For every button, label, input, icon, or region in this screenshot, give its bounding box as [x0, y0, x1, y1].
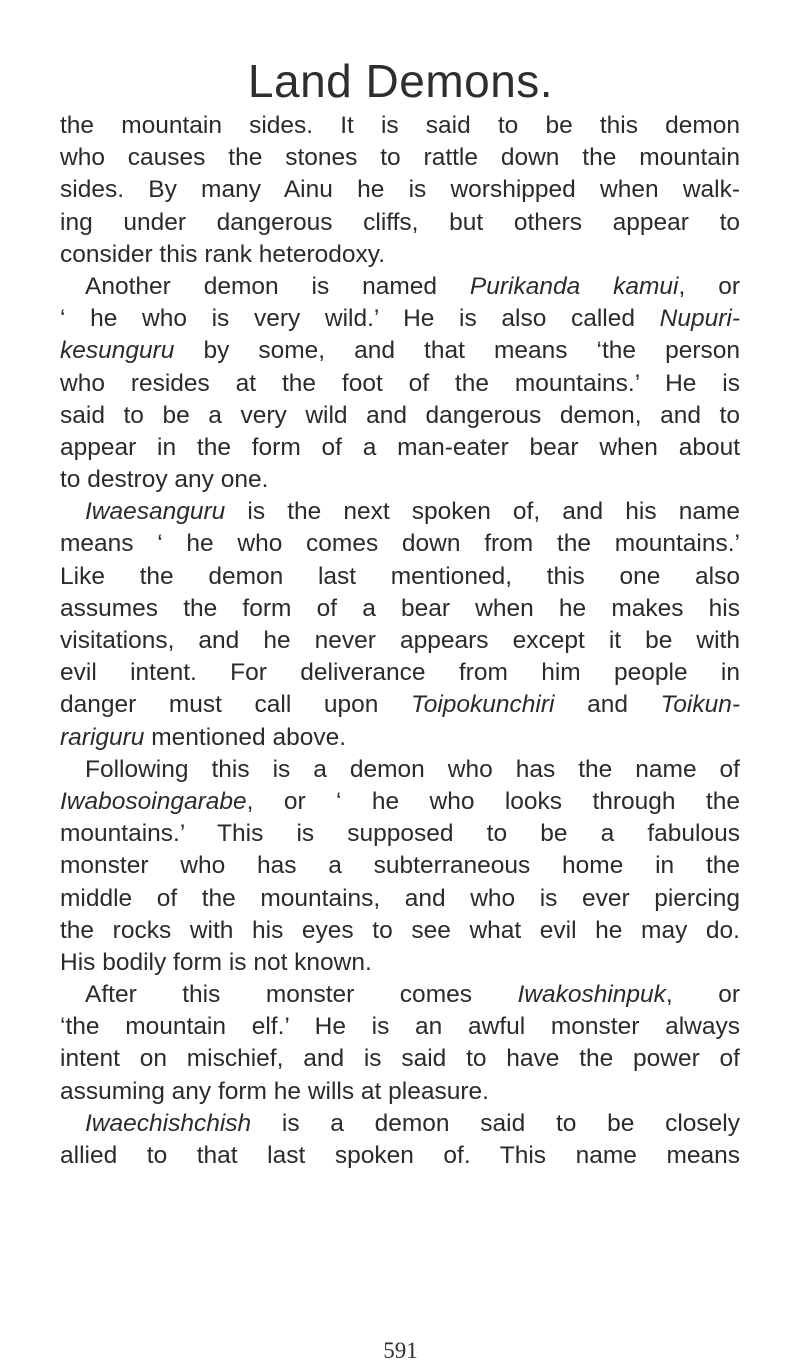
text-line	[60, 915, 740, 947]
text-line	[60, 110, 740, 142]
text-segment: assumes the form of a bear when he makes his	[60, 594, 740, 622]
text-line	[60, 786, 740, 818]
text-segment: Following this is a demon who has the name of	[85, 755, 740, 783]
text-line	[60, 689, 740, 721]
page-number: 591	[383, 1338, 418, 1363]
italic-term: Toikun-	[660, 691, 740, 719]
text-line	[60, 335, 740, 367]
text-line	[60, 1108, 740, 1140]
text-line	[60, 561, 740, 593]
text-segment: to destroy any one.	[60, 466, 269, 494]
text-line	[60, 850, 740, 882]
italic-term: Nupuri-	[659, 305, 740, 333]
text-line	[60, 303, 740, 335]
text-line	[60, 625, 740, 657]
text-line	[60, 496, 740, 528]
text-line	[60, 400, 740, 432]
text-segment: ing under dangerous cliffs, but others appear to	[60, 208, 740, 236]
text-segment: danger must call upon	[60, 691, 412, 719]
italic-term: rariguru	[60, 723, 145, 751]
text-line	[60, 464, 740, 496]
text-line	[60, 722, 740, 754]
text-line	[60, 142, 740, 174]
text-segment: , or	[665, 981, 740, 1009]
text-segment: Another demon is named	[85, 272, 470, 300]
text-segment: ‘ he who is very wild.’ He is also called	[60, 305, 660, 333]
text-segment: by some, and that means ‘the person	[174, 337, 740, 365]
text-segment: intent on mischief, and is said to have the power of	[60, 1045, 740, 1073]
text-segment: and	[554, 691, 661, 719]
text-segment: His bodily form is not known.	[60, 948, 372, 976]
italic-term: Purikanda kamui	[469, 272, 679, 300]
text-segment: , or	[678, 272, 740, 300]
page-header: Land Demons.	[247, 55, 554, 107]
text-segment: evil intent. For deliverance from him people in	[60, 659, 740, 687]
text-line	[60, 432, 740, 464]
text-line	[60, 239, 740, 271]
text-segment: who causes the stones to rattle down the mountain	[60, 144, 740, 172]
italic-term: Toipokunchiri	[411, 691, 555, 719]
text-line	[60, 593, 740, 625]
italic-term: Iwabosoingarabe	[60, 787, 247, 815]
text-line	[60, 754, 740, 786]
text-segment: visitations, and he never appears except it be with	[60, 627, 740, 654]
text-segment: , or ‘ he who looks through the	[246, 787, 740, 815]
text-segment: middle of the mountains, and who is ever piercing	[60, 884, 740, 912]
text-line	[60, 1140, 740, 1172]
text-segment: Like the demon last mentioned, this one also	[60, 562, 740, 590]
text-segment: After this monster comes	[85, 981, 518, 1009]
text-segment: assuming any form he wills at pleasure.	[60, 1077, 489, 1105]
italic-term: Iwaechishchish	[85, 1109, 252, 1137]
body-text	[60, 110, 740, 1172]
text-segment: the rocks with his eyes to see what evil he may do.	[60, 916, 740, 944]
text-segment: allied to that last spoken of. This name means	[60, 1142, 740, 1169]
text-segment: is a demon said to be closely	[251, 1109, 740, 1137]
text-line	[60, 1043, 740, 1075]
text-segment: appear in the form of a man-eater bear when about	[60, 433, 740, 461]
text-line	[60, 979, 740, 1011]
text-line	[60, 1011, 740, 1043]
text-line	[60, 1076, 740, 1108]
text-segment: mentioned above.	[144, 723, 347, 751]
italic-term: Iwakoshinpuk	[517, 981, 666, 1009]
text-line	[60, 947, 740, 979]
text-segment: said to be a very wild and dangerous demon, and to	[60, 401, 740, 429]
text-segment: the mountain sides. It is said to be this demon	[60, 112, 740, 139]
text-segment: is the next spoken of, and his name	[225, 498, 740, 526]
text-segment: monster who has a subterraneous home in the	[60, 852, 740, 880]
text-line	[60, 271, 740, 303]
text-line	[60, 368, 740, 400]
text-segment: sides. By many Ainu he is worshipped when walk-	[60, 176, 740, 204]
italic-term: Iwaesanguru	[85, 498, 226, 526]
text-line	[60, 207, 740, 239]
text-segment: consider this rank heterodoxy.	[60, 240, 386, 268]
text-line	[60, 174, 740, 206]
text-line	[60, 818, 740, 850]
text-line	[60, 883, 740, 915]
text-line	[60, 528, 740, 560]
text-segment: mountains.’ This is supposed to be a fabulous	[60, 820, 740, 848]
text-segment: ‘the mountain elf.’ He is an awful monster always	[60, 1013, 740, 1041]
text-segment: means ‘ he who comes down from the mountains.’	[60, 530, 740, 558]
text-segment: who resides at the foot of the mountains.’ He is	[60, 369, 740, 397]
italic-term: kesunguru	[60, 337, 175, 365]
text-line	[60, 657, 740, 689]
